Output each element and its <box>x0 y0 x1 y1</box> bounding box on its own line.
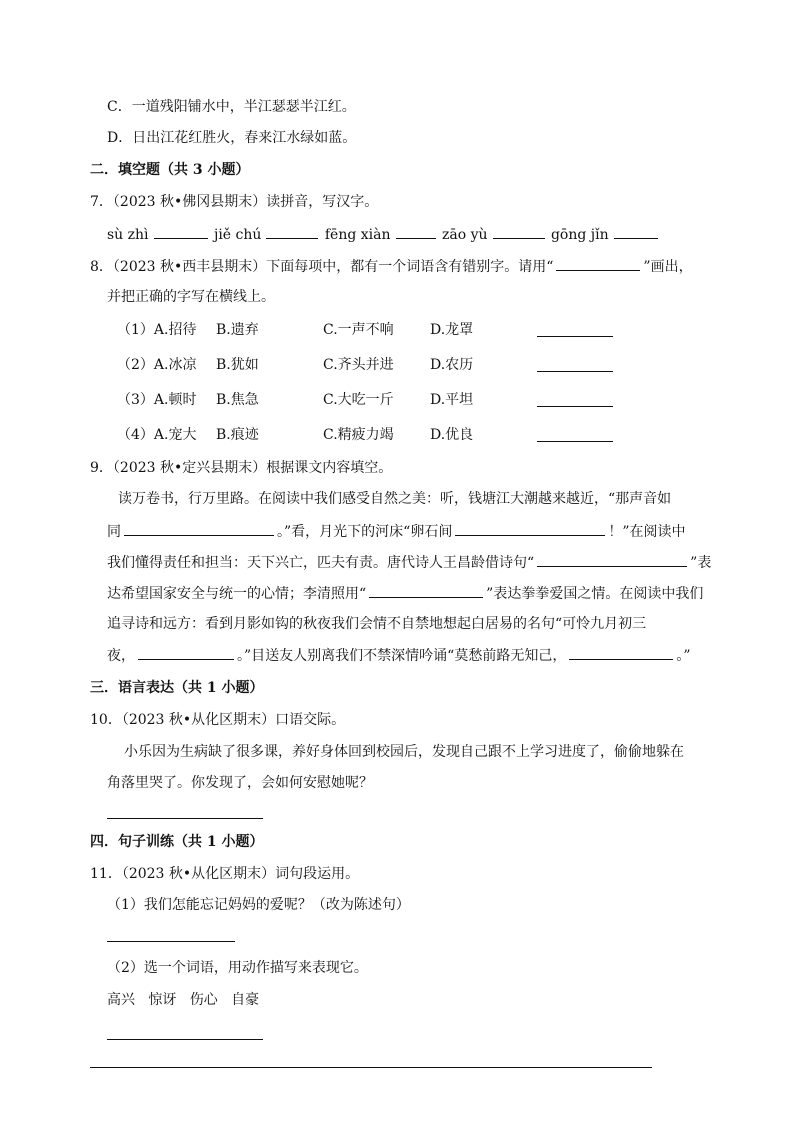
q9-header <box>90 458 392 478</box>
q9-text: ”表达拳拳爱国之情。在阅读中我们 <box>486 586 704 602</box>
answer-blank[interactable] <box>266 224 318 239</box>
q6-option-c: C．一道残阳铺水中，半江瑟瑟半江红。 <box>107 99 356 115</box>
q9-number: 9． <box>90 460 113 476</box>
q8-option-c: C.大吃一斤 <box>323 392 394 408</box>
q7-number: 7． <box>90 194 113 210</box>
q9-paragraph-line <box>107 583 703 604</box>
q7-prompt: 读拼音，写汉字。 <box>266 194 379 210</box>
q8-header <box>90 256 693 277</box>
q9-paragraph-line <box>107 552 711 573</box>
q8-option-b: B.遗弃 <box>216 322 259 338</box>
q9-paragraph-line <box>107 521 686 542</box>
answer-line[interactable] <box>537 336 613 337</box>
q10-header <box>90 710 345 730</box>
answer-blank[interactable] <box>455 521 605 536</box>
q8-option-b: B.焦急 <box>216 392 259 408</box>
pinyin-5: gōng jǐn <box>550 227 609 243</box>
answer-line[interactable] <box>107 1039 263 1040</box>
answer-blank[interactable] <box>124 521 274 536</box>
q9-paragraph-line: 追寻诗和远方：看到月影如钩的秋夜我们会情不自禁地想起白居易的名句“可怜九月初三 <box>107 616 647 632</box>
word-option: 惊讶 <box>148 992 177 1008</box>
q6-option-d: D．日出江花红胜火，春来江水绿如蓝。 <box>107 130 357 146</box>
answer-blank[interactable] <box>569 645 673 660</box>
q8-number: 8． <box>90 259 113 275</box>
q8-option-b: B.犹如 <box>216 357 259 373</box>
q8-option-b: B.痕迹 <box>216 427 259 443</box>
q9-text: ！”在阅读中 <box>608 524 686 540</box>
q8-option-d: D.优良 <box>430 427 474 443</box>
answer-blank[interactable] <box>537 552 687 567</box>
q11-word-list <box>107 990 259 1010</box>
answer-blank[interactable] <box>369 583 483 598</box>
q8-option-d: D.农历 <box>430 357 474 373</box>
q11-number: 11． <box>90 866 122 882</box>
answer-blank[interactable] <box>614 224 658 239</box>
answer-line[interactable] <box>537 371 613 372</box>
q11-header <box>90 864 359 884</box>
q11-prompt: 词句段运用。 <box>275 866 360 882</box>
q8-row-label: （2）A.冰凉 <box>117 357 197 373</box>
word-option: 伤心 <box>189 992 218 1008</box>
pinyin-1: sù zhì <box>107 227 149 243</box>
q11-sub-2: （2）选一个词语，用动作描写来表现它。 <box>107 960 368 976</box>
q10-paragraph-line: 小乐因为生病缺了很多课，养好身体回到校园后，发现自己跟不上学习进度了，偷偷地躲在 <box>124 744 684 760</box>
q8-option-c: C.精疲力竭 <box>323 427 394 443</box>
answer-line[interactable] <box>537 406 613 407</box>
answer-blank[interactable] <box>138 645 234 660</box>
q10-prompt: 口语交际。 <box>275 712 346 728</box>
answer-blank[interactable] <box>493 224 545 239</box>
answer-blank[interactable] <box>396 224 436 239</box>
q8-prompt: 下面每项中，都有一个词语含有错别字。请用“ <box>266 259 554 275</box>
footer-divider <box>90 1067 652 1068</box>
q8-option-d: D.龙罩 <box>430 322 474 338</box>
q8-row-label: （3）A.顿时 <box>117 392 197 408</box>
q9-text: 我们懂得责任和担当：天下兴亡，匹夫有责。唐代诗人王昌龄借诗句“ <box>107 555 535 571</box>
q8-option-c: C.一声不响 <box>323 322 394 338</box>
q10-number: 10． <box>90 712 122 728</box>
section-2-title: 二．填空题（共 3 小题） <box>90 162 250 178</box>
q9-paragraph-line: 读万卷书，行万里路。在阅读中我们感受自然之美：听，钱塘江大潮越来越近，“那声音如 <box>118 491 672 507</box>
word-option: 高兴 <box>107 992 135 1008</box>
q8-source: （2023 秋•西丰县期末） <box>112 259 267 275</box>
q9-text: 。”看，月光下的河床“卵石间 <box>277 524 453 540</box>
q9-text: 达希望国家安全与统一的心情；李清照用“ <box>107 586 367 602</box>
q7-header <box>90 192 378 212</box>
answer-line[interactable] <box>537 441 613 442</box>
q8-prompt-line2: 并把正确的字写在横线上。 <box>107 289 275 305</box>
q8-row-label: （4）A.宠大 <box>117 427 197 443</box>
word-option: 自豪 <box>231 992 260 1008</box>
q7-source: （2023 秋•佛冈县期末） <box>112 194 267 210</box>
q7-pinyin-row <box>107 224 660 245</box>
answer-line[interactable] <box>107 941 235 942</box>
section-3-title: 三．语言表达（共 1 小题） <box>90 680 264 696</box>
q8-option-c: C.齐头并进 <box>323 357 394 373</box>
pinyin-2: jiě chú <box>213 227 262 243</box>
q11-sub-1: （1）我们怎能忘记妈妈的爱呢？（改为陈述句） <box>107 897 410 913</box>
q9-text: 。”目送友人别离我们不禁深情吟诵“莫愁前路无知己， <box>237 648 567 664</box>
q9-source: （2023 秋•定兴县期末） <box>112 460 267 476</box>
pinyin-3: fēng xiàn <box>324 227 391 243</box>
q10-paragraph-line: 角落里哭了。你发现了，会如何安慰她呢？ <box>107 775 373 791</box>
q8-row-label: （1）A.招待 <box>117 322 197 338</box>
answer-line[interactable] <box>107 818 263 819</box>
q9-text: ”表 <box>690 555 712 571</box>
q9-paragraph-line <box>107 645 691 666</box>
section-4-title: 四．句子训练（共 1 小题） <box>90 834 264 850</box>
answer-blank[interactable] <box>154 224 208 239</box>
q10-source: （2023 秋•从化区期末） <box>121 712 276 728</box>
pinyin-4: zāo yù <box>441 227 488 243</box>
q9-prompt: 根据课文内容填空。 <box>266 460 393 476</box>
q8-prompt-end: ”画出， <box>643 259 693 275</box>
q9-text: 同 <box>107 524 121 540</box>
q8-option-d: D.平坦 <box>430 392 474 408</box>
q9-text: 。” <box>676 648 691 664</box>
underline-sample <box>556 256 640 271</box>
q11-source: （2023 秋•从化区期末） <box>121 866 276 882</box>
q9-text: 夜， <box>107 648 135 664</box>
